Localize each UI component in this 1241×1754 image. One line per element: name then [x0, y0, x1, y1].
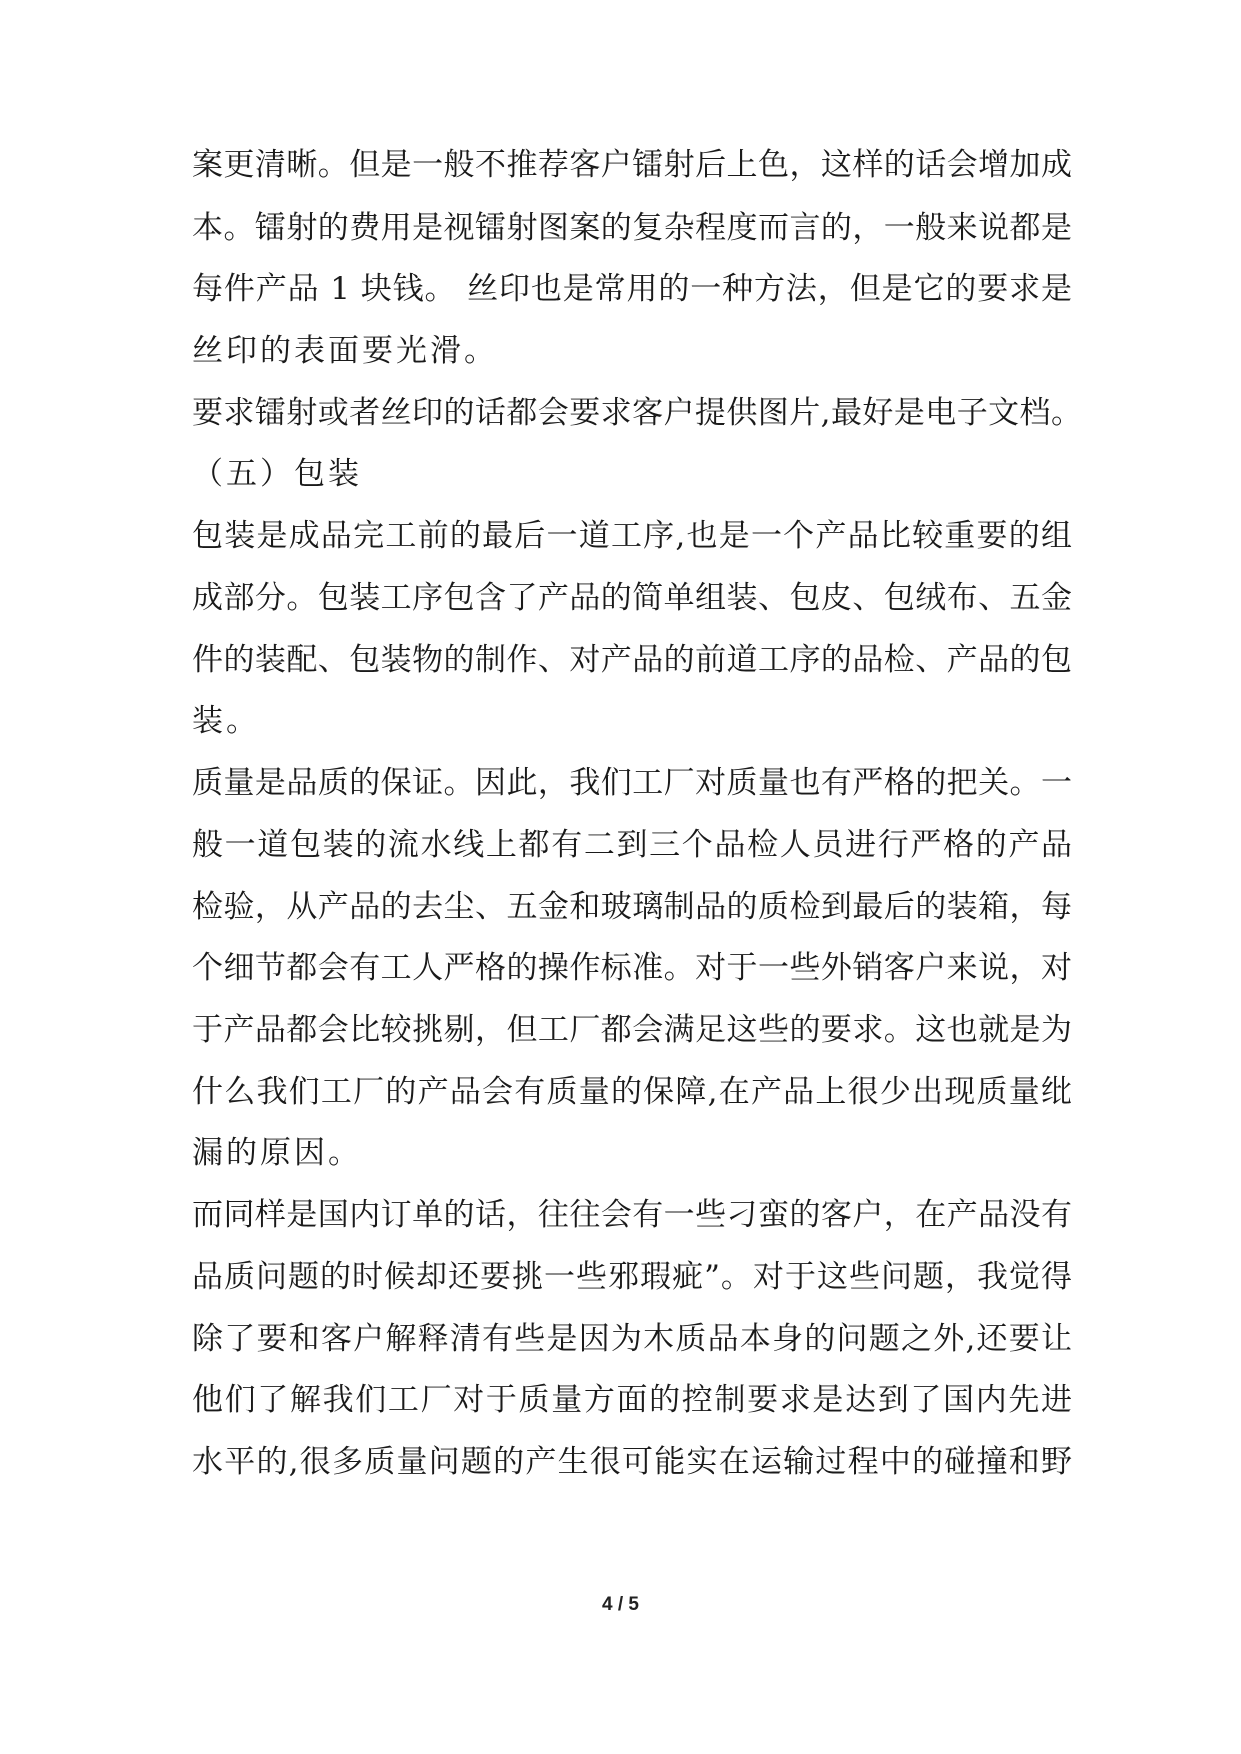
text-line: 本。镭射的费用是视镭射图案的复杂程度而言的，一般来说都是 — [192, 210, 1072, 246]
text-line: 丝印的表面要光滑。 — [192, 333, 498, 369]
text-line: 件的装配、包装物的制作、对产品的前道工序的品检、产品的包 — [192, 642, 1072, 678]
text-line: 他们了解我们工厂对于质量方面的控制要求是达到了国内先进 — [192, 1382, 1072, 1418]
text-line: 而同样是国内订单的话，往往会有一些刁蛮的客户，在产品没有 — [192, 1197, 1072, 1233]
text-line: 什么我们工厂的产品会有质量的保障,在产品上很少出现质量纰 — [192, 1074, 1072, 1110]
text-line: 质量是品质的保证。因此，我们工厂对质量也有严格的把关。一 — [192, 765, 1072, 801]
text-line: 检验，从产品的去尘、五金和玻璃制品的质检到最后的装箱，每 — [192, 889, 1072, 925]
text-line: 每件产品 1 块钱。 丝印也是常用的一种方法，但是它的要求是 — [192, 271, 1072, 307]
text-line: 个细节都会有工人严格的操作标准。对于一些外销客户来说，对 — [192, 950, 1072, 986]
text-line: 水平的,很多质量问题的产生很可能实在运输过程中的碰撞和野 — [192, 1444, 1072, 1480]
section-heading: （五）包装 — [192, 456, 362, 492]
text-line: 装。 — [192, 703, 260, 739]
text-line: 漏的原因。 — [192, 1135, 362, 1171]
text-line: 包装是成品完工前的最后一道工序,也是一个产品比较重要的组 — [192, 518, 1072, 554]
text-line: 要求镭射或者丝印的话都会要求客户提供图片,最好是电子文档。 — [192, 395, 1082, 431]
text-line: 般一道包装的流水线上都有二到三个品检人员进行严格的产品 — [192, 827, 1072, 863]
text-line: 除了要和客户解释清有些是因为木质品本身的问题之外,还要让 — [192, 1321, 1072, 1357]
page-number: 4 / 5 — [602, 1594, 639, 1615]
text-line: 成部分。包装工序包含了产品的简单组装、包皮、包绒布、五金 — [192, 580, 1072, 616]
text-line: 品质问题的时候却还要挑一些邪瑕疵”。对于这些问题，我觉得 — [192, 1259, 1072, 1295]
text-line: 案更清晰。但是一般不推荐客户镭射后上色，这样的话会增加成 — [192, 147, 1072, 183]
text-line: 于产品都会比较挑剔，但工厂都会满足这些的要求。这也就是为 — [192, 1012, 1072, 1048]
